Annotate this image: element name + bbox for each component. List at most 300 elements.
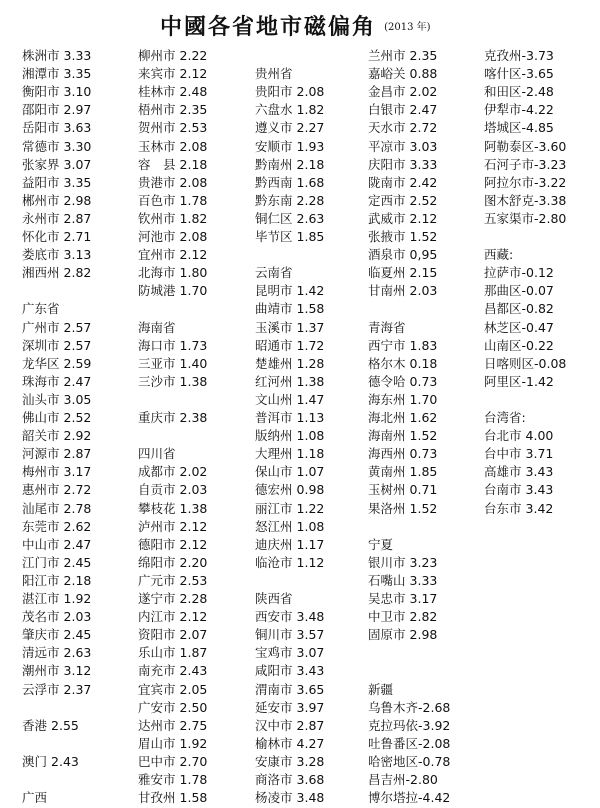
city-name: 白银市	[368, 102, 406, 118]
city-name: 岳阳市	[22, 120, 60, 136]
city-entry	[484, 118, 554, 138]
city-entry	[255, 191, 324, 211]
declination-value: 1.92	[179, 735, 208, 751]
city-entry	[255, 480, 324, 500]
declination-value: 2.57	[63, 319, 92, 335]
city-name: 资阳市	[138, 627, 176, 643]
city-name: 乌鲁木齐	[368, 699, 419, 715]
city-name: 昌吉州	[368, 772, 406, 787]
city-entry	[138, 698, 207, 718]
declination-value: 2.53	[179, 120, 208, 136]
city-entry	[368, 426, 437, 446]
city-name: 宜州市	[138, 247, 176, 263]
city-entry	[255, 698, 324, 718]
declination-value: 2.38	[179, 410, 208, 425]
city-entry	[22, 408, 91, 428]
city-entry	[368, 571, 437, 591]
declination-value: -2.80	[405, 772, 438, 787]
declination-value: 2.87	[63, 446, 92, 462]
city-entry	[22, 155, 91, 175]
city-name: 那曲区	[484, 283, 522, 299]
declination-value: 2.97	[63, 102, 92, 118]
declination-value: 1.47	[296, 391, 325, 407]
declination-value: 2.78	[63, 500, 92, 516]
city-name: 兰州市	[368, 48, 406, 63]
city-name: 渭南市	[255, 681, 293, 697]
city-name: 海西州	[368, 446, 406, 462]
declination-value: 3.33	[409, 156, 438, 172]
city-name: 阿拉尔市	[484, 174, 535, 190]
declination-value: 1.08	[296, 518, 325, 534]
city-entry	[368, 227, 437, 247]
city-entry	[255, 118, 324, 138]
city-name: 茂名市	[22, 609, 60, 625]
city-name: 安顺市	[255, 138, 293, 154]
declination-value: -3.92	[418, 717, 451, 733]
declination-value: -2.48	[521, 84, 554, 100]
declination-value: -2.08	[418, 735, 451, 751]
city-entry	[22, 209, 91, 229]
city-name: 定西市	[368, 192, 406, 208]
city-entry	[138, 716, 207, 736]
city-entry	[22, 553, 91, 573]
declination-value: 2.45	[63, 627, 92, 643]
city-entry	[138, 571, 207, 591]
declination-value: 2.70	[179, 753, 208, 769]
declination-value: 2.43	[179, 663, 208, 679]
city-entry	[368, 589, 437, 609]
city-entry	[22, 100, 91, 120]
city-entry	[138, 64, 207, 84]
city-name: 南充市	[138, 663, 176, 679]
declination-value: 2.37	[63, 681, 92, 697]
declination-value: 1.85	[296, 229, 325, 244]
declination-value: 3.07	[63, 156, 92, 172]
declination-value: 1.07	[296, 464, 325, 480]
declination-value: 1.78	[179, 772, 208, 787]
city-name: 六盘水	[255, 102, 293, 118]
declination-value: -0.82	[521, 301, 554, 317]
city-entry	[138, 499, 207, 519]
declination-value: -0.47	[521, 319, 554, 335]
city-entry	[255, 155, 324, 175]
city-name: 咸阳市	[255, 663, 293, 679]
declination-value: 2.71	[63, 229, 92, 244]
city-entry	[138, 209, 207, 229]
city-entry	[138, 734, 207, 754]
city-entry	[22, 227, 91, 247]
city-name: 玉林市	[138, 138, 176, 154]
declination-value: 1.85	[409, 464, 438, 480]
declination-value: 1.93	[296, 138, 325, 154]
declination-value: 3.28	[296, 753, 325, 769]
city-name: 黔南州	[255, 156, 293, 172]
declination-value: 3.07	[296, 645, 325, 661]
city-entry	[138, 354, 207, 374]
city-name: 成都市	[138, 464, 176, 480]
declination-value: 1.22	[296, 500, 325, 516]
city-entry	[138, 155, 207, 175]
city-entry	[22, 517, 91, 537]
declination-value: 2.27	[296, 120, 325, 136]
declination-value: 1.38	[296, 373, 325, 389]
city-entry	[138, 245, 207, 265]
city-name: 韶关市	[22, 428, 60, 444]
declination-value: 0.73	[409, 446, 438, 462]
city-name: 广元市	[138, 572, 176, 588]
city-entry	[255, 390, 324, 410]
city-entry	[138, 625, 207, 645]
city-entry	[255, 281, 324, 301]
city-entry	[484, 82, 554, 102]
city-entry	[368, 752, 450, 772]
declination-value: 2.02	[409, 84, 438, 100]
declination-value: 2.42	[409, 174, 438, 190]
city-name: 怒江州	[255, 518, 293, 534]
declination-value: 2.35	[179, 102, 208, 118]
city-entry	[255, 462, 324, 482]
declination-value: 4.27	[296, 735, 325, 751]
declination-value: 2.18	[296, 156, 325, 172]
city-entry	[22, 118, 91, 138]
city-name: 三沙市	[138, 373, 176, 389]
city-name: 澳门	[22, 753, 48, 769]
declination-value: 2.55	[51, 717, 79, 733]
city-entry	[22, 137, 91, 157]
city-entry	[138, 661, 207, 681]
city-name: 巴中市	[138, 753, 176, 769]
city-name: 吐鲁番区	[368, 735, 419, 751]
city-name: 三亚市	[138, 355, 176, 371]
city-name: 东莞市	[22, 518, 60, 534]
declination-value: 2.35	[409, 48, 438, 63]
declination-value: 3.12	[63, 663, 92, 679]
city-name: 泸州市	[138, 518, 176, 534]
city-name: 临沧市	[255, 554, 293, 570]
city-entry	[22, 354, 91, 374]
city-name: 石河子市	[484, 156, 535, 172]
city-name: 台中市	[484, 446, 522, 462]
city-name: 攀枝花	[138, 500, 176, 516]
declination-value: 1.13	[296, 410, 325, 425]
city-entry	[255, 209, 324, 229]
city-name: 平凉市	[368, 138, 406, 154]
declination-value: -3.73	[521, 48, 554, 63]
declination-value: 2.18	[63, 572, 92, 588]
declination-value: 2.72	[409, 120, 438, 136]
declination-value: 2.98	[409, 627, 438, 643]
city-entry	[22, 426, 91, 446]
declination-value: 1.37	[296, 319, 325, 335]
declination-value: 1.87	[179, 645, 208, 661]
city-entry	[484, 155, 566, 175]
city-name: 黔西南	[255, 174, 293, 190]
city-name: 楚雄州	[255, 355, 293, 371]
city-name: 大理州	[255, 446, 293, 462]
declination-value: 1.52	[409, 500, 438, 516]
city-name: 台南市	[484, 482, 522, 498]
city-entry	[484, 299, 554, 319]
city-name: 怀化市	[22, 229, 60, 244]
declination-value: 4.00	[525, 428, 554, 444]
city-name: 肇庆市	[22, 627, 60, 643]
city-name: 拉萨市	[484, 265, 522, 281]
city-entry	[368, 408, 437, 428]
city-name: 湘潭市	[22, 66, 60, 82]
declination-value: 2.48	[179, 84, 208, 100]
declination-value: 2.03	[179, 482, 208, 498]
city-entry	[138, 480, 207, 500]
city-name: 杨凌市	[255, 790, 293, 806]
city-name: 铜川市	[255, 627, 293, 643]
city-entry	[22, 589, 91, 609]
city-entry	[255, 336, 324, 356]
declination-value: 0.98	[296, 482, 325, 498]
city-name: 哈密地区	[368, 753, 419, 769]
city-name: 郴州市	[22, 192, 60, 208]
city-name: 广州市	[22, 319, 60, 335]
city-name: 广安市	[138, 699, 176, 715]
city-entry	[484, 499, 553, 519]
city-entry	[368, 698, 450, 718]
city-name: 阳江市	[22, 572, 60, 588]
city-entry	[255, 444, 324, 464]
city-entry	[368, 770, 438, 790]
declination-value: 1.18	[296, 446, 325, 462]
city-entry	[138, 589, 207, 609]
city-entry	[22, 716, 79, 736]
city-entry	[368, 354, 437, 374]
city-name: 果洛州	[368, 500, 406, 516]
city-name: 绵阳市	[138, 554, 176, 570]
city-name: 惠州市	[22, 482, 60, 498]
province-header: 青海省	[368, 319, 406, 335]
city-entry	[368, 607, 437, 627]
declination-value: 3.68	[296, 772, 325, 787]
declination-value: 1.38	[179, 373, 208, 389]
city-entry	[255, 499, 324, 519]
declination-value: 3.35	[63, 66, 92, 82]
declination-value: 2.12	[179, 609, 208, 625]
city-entry	[255, 318, 324, 338]
declination-value: 2.22	[179, 48, 208, 63]
declination-value: 2.75	[179, 717, 208, 733]
city-name: 达州市	[138, 717, 176, 733]
city-entry	[138, 372, 207, 392]
city-name: 红河州	[255, 373, 293, 389]
declination-value: 1.82	[296, 102, 325, 118]
city-entry	[484, 426, 553, 446]
city-entry	[484, 462, 553, 482]
city-name: 博尔塔拉	[368, 790, 419, 806]
city-name: 海口市	[138, 337, 176, 353]
declination-value: 2.28	[179, 591, 208, 606]
declination-value: 2.52	[63, 410, 92, 425]
city-entry	[484, 209, 566, 229]
province-header: 台湾省:	[484, 410, 526, 425]
city-entry	[484, 64, 554, 84]
declination-value: 1.73	[179, 337, 208, 353]
city-name: 阿里区	[484, 373, 522, 389]
city-name: 邵阳市	[22, 102, 60, 118]
city-entry	[368, 336, 437, 356]
city-entry	[368, 372, 437, 392]
city-entry	[484, 281, 554, 301]
city-name: 海北州	[368, 410, 406, 425]
city-name: 常德市	[22, 138, 60, 154]
city-name: 汕头市	[22, 391, 60, 407]
city-entry	[255, 173, 324, 193]
declination-value: 0.71	[409, 482, 438, 498]
declination-value: 3.48	[296, 609, 325, 625]
declination-value: 1.68	[296, 174, 325, 190]
declination-value: 1.83	[409, 337, 438, 353]
city-name: 永州市	[22, 210, 60, 226]
declination-value: 2.43	[51, 753, 79, 769]
declination-value: 1.52	[409, 428, 438, 444]
city-name: 桂林市	[138, 84, 176, 100]
city-entry	[368, 118, 437, 138]
city-name: 张家界	[22, 156, 60, 172]
declination-value: 2.45	[63, 554, 92, 570]
city-name: 百色市	[138, 192, 176, 208]
city-entry	[138, 553, 207, 573]
city-entry	[255, 680, 324, 700]
city-entry	[255, 625, 324, 645]
declination-value: 2.87	[296, 717, 325, 733]
city-name: 延安市	[255, 699, 293, 715]
declination-value: 3.65	[296, 681, 325, 697]
city-entry	[484, 191, 566, 211]
city-name: 嘉峪关	[368, 66, 406, 82]
city-entry	[255, 607, 324, 627]
city-entry	[255, 734, 324, 754]
city-name: 塔城区	[484, 120, 522, 136]
city-name: 和田区	[484, 84, 522, 100]
city-name: 德阳市	[138, 536, 176, 552]
city-entry	[484, 336, 554, 356]
city-entry	[368, 734, 450, 754]
city-entry	[484, 480, 553, 500]
city-entry	[22, 607, 91, 627]
city-name: 日喀则区	[484, 355, 535, 371]
declination-value: 3.42	[525, 500, 554, 516]
declination-value: 2.03	[63, 609, 92, 625]
city-name: 宜宾市	[138, 681, 176, 697]
city-entry	[138, 82, 207, 102]
declination-value: 1.08	[296, 428, 325, 444]
city-name: 深圳市	[22, 337, 60, 353]
city-entry	[255, 100, 324, 120]
city-name: 甘南州	[368, 283, 406, 299]
city-name: 河源市	[22, 446, 60, 462]
city-entry	[138, 281, 207, 301]
city-name: 眉山市	[138, 735, 176, 751]
declination-value: 2.12	[179, 247, 208, 263]
city-name: 版纳州	[255, 428, 293, 444]
city-name: 益阳市	[22, 174, 60, 190]
city-name: 江门市	[22, 554, 60, 570]
city-name: 吴忠市	[368, 591, 406, 606]
city-entry	[368, 191, 437, 211]
declination-value: -0.08	[534, 355, 567, 371]
city-entry	[368, 137, 437, 157]
city-entry	[22, 46, 91, 66]
city-entry	[22, 173, 91, 193]
declination-value: 3.17	[409, 591, 438, 606]
declination-value: 2.72	[63, 482, 92, 498]
province-header: 四川省	[138, 446, 176, 462]
declination-value: -3.38	[534, 192, 567, 208]
city-entry	[368, 155, 437, 175]
city-name: 玉树州	[368, 482, 406, 498]
city-name: 株洲市	[22, 48, 60, 63]
title-main: 中國各省地市磁偏角	[160, 14, 377, 40]
city-entry	[22, 263, 91, 283]
city-name: 遂宁市	[138, 591, 176, 606]
declination-value: 2.12	[179, 66, 208, 82]
page-title	[160, 10, 580, 44]
declination-value: 0.73	[409, 373, 438, 389]
city-name: 图木舒克	[484, 192, 535, 208]
declination-value: 1.72	[296, 337, 325, 353]
city-name: 潮州市	[22, 663, 60, 679]
declination-value: 3.23	[409, 554, 438, 570]
city-name: 柳州市	[138, 48, 176, 63]
declination-value: 1.80	[179, 265, 208, 281]
city-entry	[22, 752, 79, 772]
city-name: 黔东南	[255, 192, 293, 208]
city-entry	[138, 336, 207, 356]
city-entry	[138, 173, 207, 193]
declination-value: 3.10	[63, 84, 92, 100]
city-entry	[22, 191, 91, 211]
city-name: 贺州市	[138, 120, 176, 136]
declination-value: 3.43	[296, 663, 325, 679]
province-header: 云南省	[255, 265, 293, 281]
city-entry	[138, 263, 207, 283]
city-name: 临夏州	[368, 265, 406, 281]
city-entry	[368, 480, 437, 500]
city-entry	[255, 372, 324, 392]
city-name: 德令哈	[368, 373, 406, 389]
city-entry	[368, 263, 437, 283]
city-name: 自贡市	[138, 482, 176, 498]
city-name: 乐山市	[138, 645, 176, 661]
city-name: 西宁市	[368, 337, 406, 353]
city-entry	[368, 46, 437, 66]
declination-value: -0.12	[521, 265, 554, 281]
declination-value: 3.30	[63, 138, 92, 154]
declination-value: 3.43	[525, 482, 554, 498]
city-entry	[138, 680, 207, 700]
declination-value: 3.57	[296, 627, 325, 643]
city-name: 容 县	[138, 156, 176, 172]
declination-value: -4.85	[521, 120, 554, 136]
city-name: 克孜州	[484, 48, 522, 63]
city-entry	[368, 209, 437, 229]
city-name: 武威市	[368, 210, 406, 226]
city-name: 中卫市	[368, 609, 406, 625]
declination-value: -3.23	[534, 156, 567, 172]
city-entry	[368, 245, 437, 265]
city-name: 雅安市	[138, 772, 176, 787]
city-name: 石嘴山	[368, 572, 406, 588]
city-name: 香港	[22, 717, 48, 733]
city-entry	[484, 263, 554, 283]
city-entry	[138, 788, 207, 808]
city-entry	[255, 426, 324, 446]
